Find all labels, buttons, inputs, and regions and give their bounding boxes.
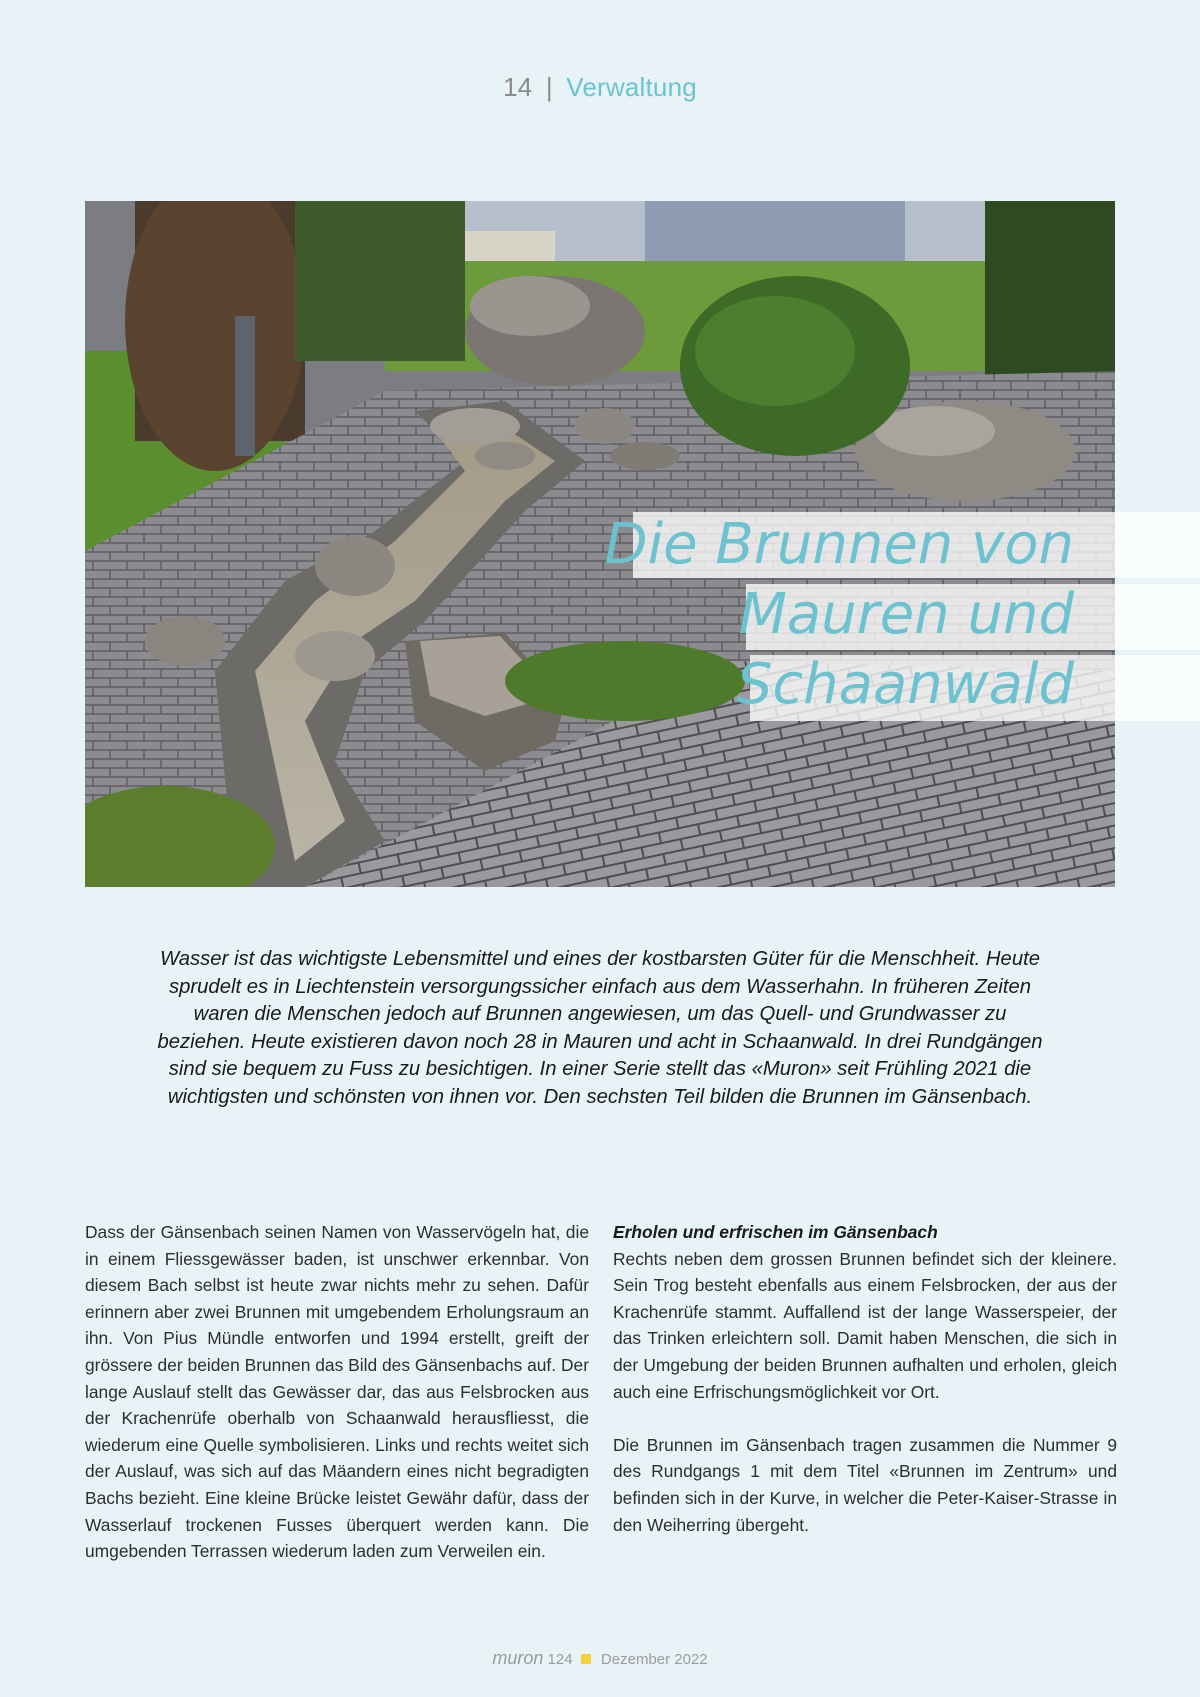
left-column-text: Dass der Gänsenbach seinen Namen von Wasservögeln hat, die in einem Fliessgewässer baden, ist unschwer erkennbar. Von diesem Bach selbst ist heute zwar nichts mehr zu sehen. Dafür erinnern aber zwei Brunnen mit umgebendem Erholungsraum an ihn. Von Pius Mündle entworfen und 1994 erstellt, greift der grössere der beiden Brunnen das Bild des Gänsenbachs auf. Der lange Auslauf stellt das Gewässer dar, das aus Felsbrocken aus der Krachenrüfe oberhalb von Schaanwald herausfliesst, die wiederum eine Quelle symbolisieren. Links und rechts weitet sich der Auslauf, was sich auf das Mäandern eines nicht begradigten Bachs bezieht. Eine kleine Brücke leistet Gewähr dafür, dass der Wasserlauf trockenen Fusses überquert werden kann. Die umgebenden Terrassen wiederum laden zum Verweilen ein. xyxy=(85,1222,589,1562)
section-title: Verwaltung xyxy=(566,72,697,102)
article-title-line-1: Die Brunnen von xyxy=(604,512,1074,577)
right-column-paragraph-2: Die Brunnen im Gänsenbach tragen zusammen die Nummer 9 des Rundgangs 1 mit dem Titel «Brunnen im Zentrum» und befinden sich in der Kurve, in welcher die Peter-Kaiser-Strasse in den Weiherring übergeht. xyxy=(613,1434,1117,1535)
magazine-name: muron xyxy=(492,1648,544,1668)
intro-paragraph: Wasser ist das wichtigste Lebensmittel und eines der kostbarsten Güter für die Menschheit. Heute sprudelt es in Liechtenstein versorgungssicher einfach aus dem Wasserhahn. In früheren Zeiten waren die Menschen jedoch auf Brunnen angewiesen, um das Quell- und Grundwasser zu beziehen. Heute existieren davon noch 28 in Mauren und acht in Schaanwald. In drei Rundgängen sind sie bequem zu Fuss zu besichtigen. In einer Serie stellt das «Muron» seit Frühling 2021 die wichtigsten und schönsten von ihnen vor. Den sechsten Teil bilden die Brunnen im Gänsenbach. xyxy=(157,948,1043,1108)
page-number: 14 xyxy=(503,72,533,102)
issue-date: Dezember 2022 xyxy=(600,1651,708,1668)
left-column xyxy=(85,1219,589,1565)
page-header xyxy=(0,72,1200,103)
article-title-line-2: Mauren und xyxy=(738,582,1074,647)
article-title-line-3: Schaanwald xyxy=(736,652,1074,717)
subheading: Erholen und erfrischen im Gänsenbach xyxy=(613,1222,938,1242)
header-separator: | xyxy=(545,72,553,102)
footer-square-icon xyxy=(581,1654,591,1664)
paragraph-gap xyxy=(613,1405,1117,1432)
right-column xyxy=(613,1219,1117,1538)
issue-number: 124 xyxy=(547,1651,573,1668)
right-column-paragraph-1: Rechts neben dem grossen Brunnen befindet sich der kleinere. Sein Trog besteht ebenfalls aus einem Felsbrocken, der aus der Krachenrüfe stammt. Auffallend ist der lange Wasserspeier, der das Trinken erleichtern soll. Damit haben Menschen, die sich in der Umgebung der beiden Brunnen aufhalten und erholen, gleich auch eine Erfrischungsmöglichkeit vor Ort. xyxy=(613,1248,1117,1402)
page-footer xyxy=(0,1648,1200,1669)
